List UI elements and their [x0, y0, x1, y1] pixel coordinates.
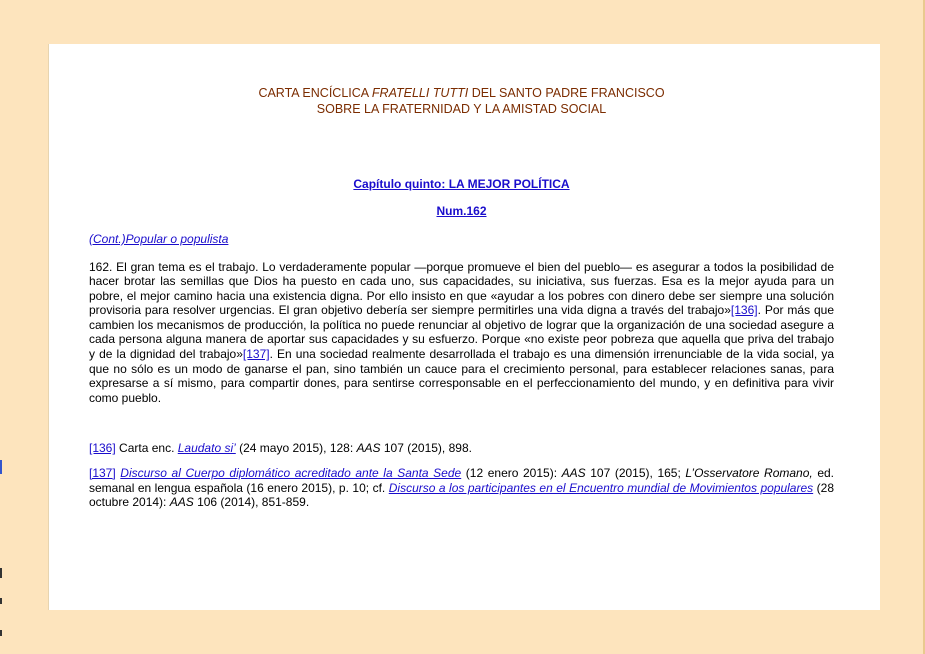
- paragraph-number: [89, 204, 834, 219]
- title-italic: FRATELLI TUTTI: [371, 86, 469, 100]
- document-content: [89, 85, 834, 520]
- left-edge-mark: [0, 460, 2, 474]
- title-line-2: SOBRE LA FRATERNIDAD Y LA AMISTAD SOCIAL: [316, 102, 607, 116]
- footnote-137: [137] Discurso al Cuerpo diplomático acreditado ante la Santa Sede (12 enero 2015): AAS 107 (2015), 165; L’Osservatore Romano, ed. semanal en lengua española (16 enero 2015), p. 10; cf. Discurso a los participantes en el Encuentro mundial de Movimientos populares (28 octubre 2014): AAS 106 (2014), 851-859.: [89, 466, 835, 510]
- footnotes: [89, 441, 834, 509]
- discurso-cuerpo-diplomatico-link[interactable]: Discurso al Cuerpo diplomático acreditado ante la Santa Sede: [120, 466, 462, 481]
- paragraph-162: 162. El gran tema es el trabajo. Lo verdaderamente popular —porque promueve el bien del pueblo— es asegurar a todos la posibilidad de hacer brotar las semillas que Dios ha puesto en cada uno, sus capacidades, su iniciativa, sus fuerzas. Esa es la mejor ayuda para un pobre, el mejor camino hacia una existencia digna. Por ello insisto en que «ayudar a los pobres con dinero debe ser siempre una solución provisoria para resolver urgencias. El gran objetivo debería ser siempre permitirles una vida digna a través del trabajo»[136]. Por más que cambien los mecanismos de producción, la política no puede renunciar al objetivo de lograr que la organización de una sociedad asegure a cada persona alguna manera de aportar sus capacidades y su esfuerzo. Porque «no existe peor pobreza que aquella que priva del trabajo y de la dignidad del trabajo»[137]. En una sociedad realmente desarrollada el trabajo es una dimensión irrenunciable de la vida social, ya que no sólo es un modo de ganarse el pan, sino también un cauce para el crecimiento personal, para establecer relaciones sanas, para expresarse a sí mismo, para compartir dones, para sentirse corresponsable en el perfeccionamiento del mundo, y en definitiva para vivir como pueblo.: [89, 259, 835, 405]
- footnote-anchor-137[interactable]: [137]: [89, 466, 116, 481]
- footnote-ref-136[interactable]: [136]: [730, 303, 758, 318]
- left-edge-mark: [0, 630, 2, 636]
- discurso-movimientos-populares-link[interactable]: Discurso a los participantes en el Encuentro mundial de Movimientos populares: [388, 480, 814, 495]
- section-subtitle: [89, 232, 834, 247]
- footnote-136: [136] Carta enc. Laudato si’ (24 mayo 2015), 128: AAS 107 (2015), 898.: [89, 441, 472, 456]
- chapter-heading: [89, 177, 834, 192]
- cont-link[interactable]: (Cont.)Popular o populista: [89, 232, 229, 246]
- document-title: [89, 85, 834, 117]
- num-link[interactable]: Num.162: [436, 203, 487, 218]
- left-edge-mark: [0, 598, 2, 604]
- footnote-anchor-136[interactable]: [136]: [89, 441, 116, 456]
- left-edge-mark: [0, 568, 2, 578]
- title-line-1: CARTA ENCÍCLICA FRATELLI TUTTI DEL SANTO PADRE FRANCISCO: [258, 86, 665, 100]
- chapter-link[interactable]: Capítulo quinto: LA MEJOR POLÍTICA: [353, 177, 570, 191]
- footnote-ref-137[interactable]: [137]: [242, 347, 270, 362]
- laudato-si-link[interactable]: Laudato si’: [177, 441, 236, 456]
